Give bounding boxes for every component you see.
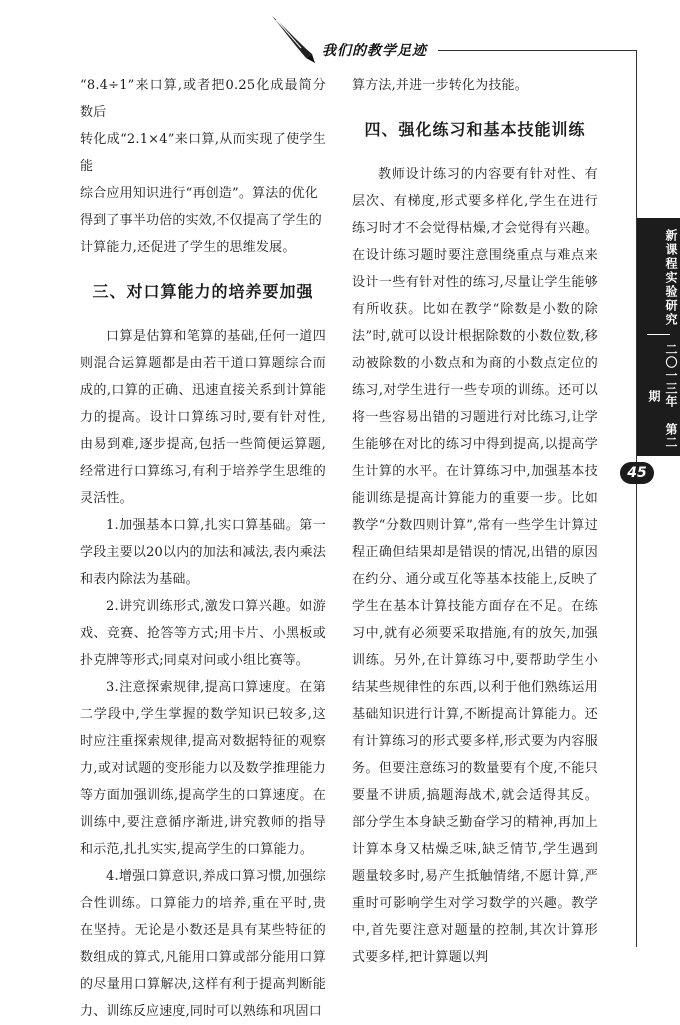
header-rule bbox=[438, 50, 636, 51]
body-paragraph: 教师设计练习的内容要有针对性、有层次、有梯度,形式要多样化,学生在进行练习时才不会觉得枯燥,才会觉得有兴趣。在设计练习题时要注意围绕重点与难点来设计一些有针对性的练习,尽量让学生能够有所收获。比如在教学“除数是小数的除法”时,就可以设计根据除数的小数位数,移动被除数的小数点和为商的小数点定位的练习,对学生进行一些专项的训练。还可以将一些容易出错的习题进行对比练习,让学生能够在对比的练习中得到提高,以提高学生计算的水平。在计算练习中,加强基本技能训练是提高计算能力的重要一步。比如教学“分数四则计算”,常有一些学生计算过程正确但结果却是错误的情况,出错的原因在约分、通分或互化等基本技能上,反映了学生在基本计算技能方面存在不足。在练习中,就有必须要采取措施,有的放矢,加强训练。另外,在计算练习中,要帮助学生小结某些规律性的东西,以利于他们熟练运用基础知识进行计算,不断提高计算能力。还有计算练习的形式要多样,形式要为内容服务。但要注意练习的数量要有个度,不能只要量不讲质,搞题海战术,就会适得其反。部分学生本身缺乏勤奋学习的精神,再加上计算本身又枯燥乏味,缺乏情节,学生遇到题量较多时,易产生抵触情绪,不愿计算,严重时可影响学生对学习数学的兴趣。教学中,首先要注意对题量的控制,其次计算形式要多样,把计算题以判 bbox=[352, 167, 598, 965]
body-paragraph: 2.讲究训练形式,激发口算兴趣。如游戏、竞赛、抢答等方式;用卡片、小黑板或扑克牌等形式;同桌对问或小组比赛等。 bbox=[80, 599, 326, 668]
page-number: 45 bbox=[620, 462, 654, 484]
running-title: 我们的教学足迹 bbox=[322, 43, 427, 59]
right-column bbox=[352, 72, 598, 971]
page-header bbox=[0, 0, 680, 70]
issue-date: 二〇一三年 第二期 bbox=[647, 343, 678, 449]
body-paragraph: 口算是估算和笔算的基础,任何一道四则混合运算题都是由若干道口算题综合而成的,口算的正确、迅速直接关系到计算能力的提高。设计口算练习时,要有针对性,由易到难,逐步提高,包括一些简便运算题,经常进行口算练习,有利于培养学生思维的灵活性。 bbox=[80, 329, 326, 506]
intro-line: “8.4÷1”来口算,或者把0.25化成最简分数后 bbox=[80, 78, 326, 120]
continuation-line: 算方法,并进一步转化为技能。 bbox=[352, 78, 528, 93]
body-paragraph: 4.增强口算意识,养成口算习惯,加强综合性训练。口算能力的培养,重在平时,贵在坚持。无论是小数还是具有某些特征的数组成的算式,凡能用口算或部分能用口算的尽量用口算解决,这样有利于提高判断能力、训练反应速度,同时可以熟练和巩固口 bbox=[80, 869, 326, 1019]
journal-side-tab bbox=[637, 218, 680, 456]
intro-line: 得到了事半功倍的实效,不仅提高了学生的 bbox=[80, 213, 322, 228]
section-heading: 三、对口算能力的培养要加强 bbox=[92, 282, 314, 301]
intro-line: 综合应用知识进行“再创造”。算法的优化 bbox=[80, 186, 319, 201]
body-paragraph: 3.注意探索规律,提高口算速度。在第二学段中,学生掌握的数学知识已较多,这时应注重探索规律,提高对数据特征的观察力,或对试题的变形能力以及数学推理能力等方面加强训练,提高学生的口算速度。在训练中,要注意循序渐进,讲究教师的指导和示范,扎扎实实,提高学生的口算能力。 bbox=[80, 680, 326, 857]
journal-name: 新课程实验研究 bbox=[664, 229, 678, 327]
side-tab-divider bbox=[647, 334, 670, 335]
left-column bbox=[80, 72, 326, 1025]
intro-line: 转化成“2.1×4”来口算,从而实现了使学生能 bbox=[80, 132, 326, 174]
body-paragraph: 1.加强基本口算,扎实口算基础。第一学段主要以20以内的加法和减法,表内乘法和表内除法为基础。 bbox=[80, 518, 326, 587]
pen-nib-icon bbox=[268, 14, 318, 64]
intro-line: 计算能力,还促进了学生的思维发展。 bbox=[80, 240, 296, 255]
page-edge-rule bbox=[636, 50, 637, 947]
section-heading: 四、强化练习和基本技能训练 bbox=[364, 120, 586, 139]
